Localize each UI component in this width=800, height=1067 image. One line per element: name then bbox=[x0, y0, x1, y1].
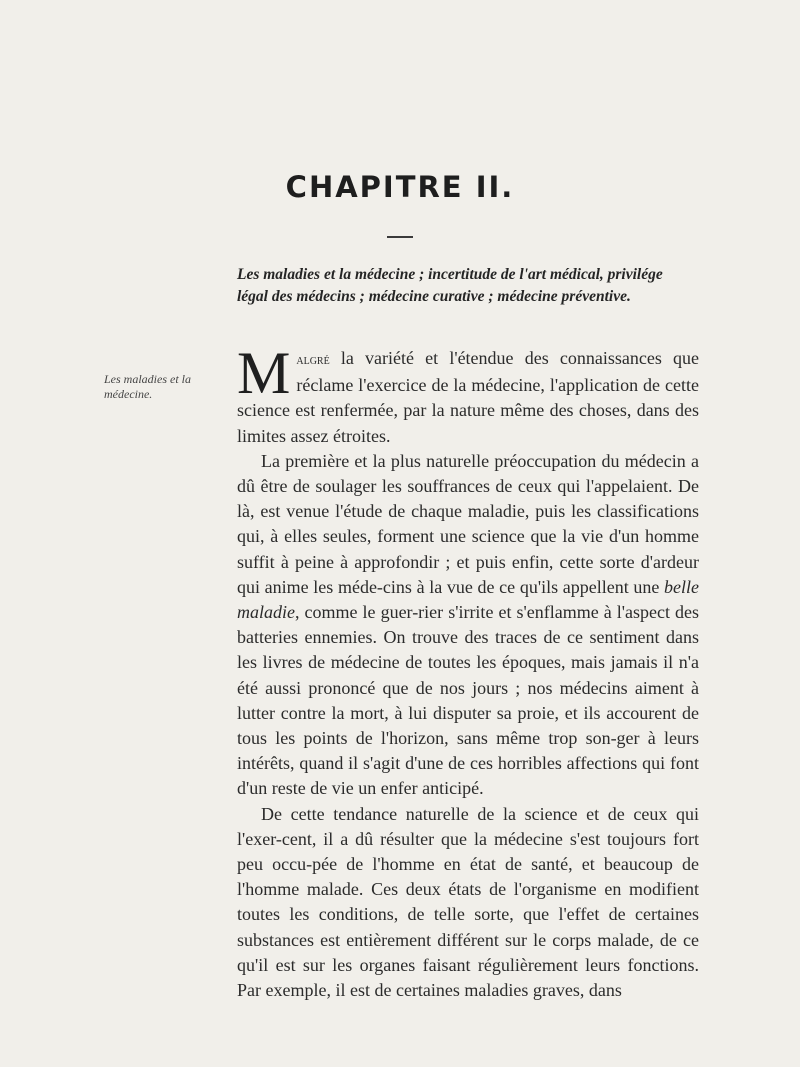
paragraph-2 bbox=[237, 449, 699, 802]
paragraph-1-text: la variété et l'étendue des connaissances que réclame l'exercice de la médecine, l'application de cette science est renfermée, par la nature même des choses, dans des limites assez étroites. bbox=[237, 348, 699, 446]
paragraph-3 bbox=[237, 802, 699, 1004]
drop-cap: M bbox=[237, 340, 291, 406]
paragraph-2-emphasis: belle maladie bbox=[237, 576, 699, 623]
margin-note: Les maladies et la médecine. bbox=[104, 372, 191, 401]
paragraph-1 bbox=[237, 340, 699, 449]
chapter-summary: Les maladies et la médecine ; incertitude de l'art médical, privilége légal des médecins ; médecine curative ; médecine préventive. bbox=[237, 266, 663, 305]
chapter-title: CHAPITRE II. bbox=[285, 170, 515, 204]
paragraph-2-after: , comme le guer-rier s'irrite et s'enflamme à l'aspect des batteries ennemies. On trouve des traces de ce sentiment dans les livres de médecine de toutes les époques, mais jamais il n'a été aussi prononcé que de nos jours ; nos médecins aiment à lutter contre la mort, à lui disputer sa proie, et ils accourent de tous les points de l'horizon, sans même trop son-ger à leurs intérêts, quand il s'agit d'une de ces horribles affections qui font d'un reste de vie un enfer anticipé. bbox=[237, 602, 699, 799]
paragraph-2-before: La première et la plus naturelle préoccupation du médecin a dû être de soulager les souffrances de ceux qui l'appelaient. De là, est venue l'étude de chaque maladie, puis les classifications qui, à elles seules, forment une science que la vie d'un homme suffit à peine à approfondir ; et puis enfin, cette sorte d'ardeur qui anime les méde-cins à la vue de ce qu'ils appellent une bbox=[237, 450, 699, 597]
title-divider bbox=[387, 236, 413, 238]
paragraph-3-text: De cette tendance naturelle de la science et de ceux qui l'exer-cent, il a dû résulter que la médecine s'est toujours fort peu occu-pée de l'homme en état de santé, et beaucoup de l'homme malade. Ces deux états de l'organisme en modifient toutes les conditions, de telle sorte, que l'effet de certaines substances est entièrement différent sur le corps malade, de ce qu'il est sur les organes faisant régulièrement leurs fonctions. Par exemple, il est de certaines maladies graves, dans bbox=[237, 803, 699, 1001]
small-caps-word: algré bbox=[296, 353, 330, 368]
body-text bbox=[237, 340, 699, 1003]
